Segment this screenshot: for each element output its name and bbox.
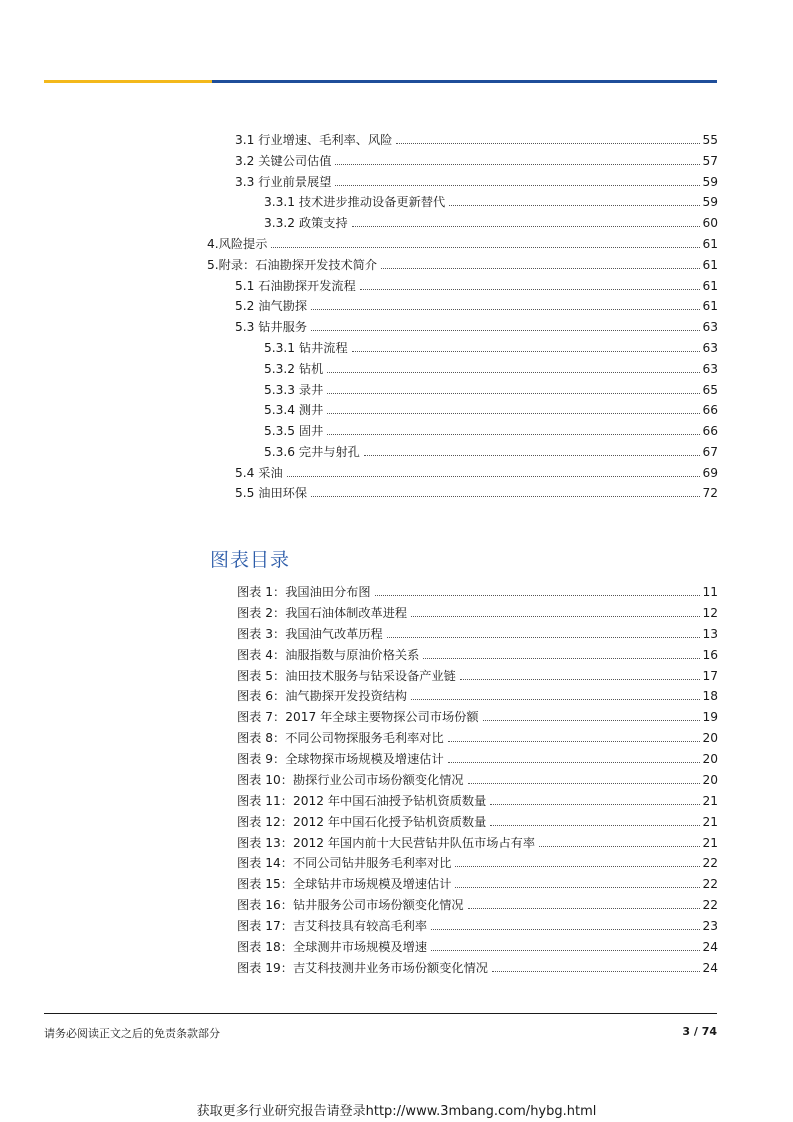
figure-entry[interactable]	[237, 914, 718, 934]
toc-entry[interactable]	[207, 232, 718, 252]
toc-entry[interactable]	[235, 294, 718, 314]
toc-leader-dots	[352, 225, 701, 227]
toc-leader-dots	[311, 329, 700, 331]
figure-entry[interactable]	[237, 726, 718, 746]
toc-leader-dots	[327, 371, 700, 373]
figure-entry[interactable]	[237, 956, 718, 976]
figure-leader-dots	[468, 907, 701, 909]
figure-leader-dots	[460, 678, 701, 680]
figure-leader-dots	[490, 803, 700, 805]
header-rule-blue	[212, 80, 717, 83]
toc-entry[interactable]	[264, 190, 718, 210]
figure-entry-page: 13	[702, 627, 718, 641]
download-promo-text[interactable]: 获取更多行业研究报告请登录http://www.3mbang.com/hybg.html	[196, 1104, 597, 1119]
toc-entry-label: 5.3.5 固井	[264, 424, 324, 438]
figure-leader-dots	[431, 928, 700, 930]
toc-entry-page: 63	[702, 320, 718, 334]
figure-entry-label: 图表 18：全球测井市场规模及增速	[237, 940, 428, 954]
toc-entry[interactable]	[264, 357, 718, 377]
toc-entry-page: 69	[702, 466, 718, 480]
toc-leader-dots	[381, 267, 700, 269]
toc-entry[interactable]	[264, 211, 718, 231]
toc-entry-label: 5.4 采油	[235, 466, 283, 480]
toc-entry-page: 65	[702, 383, 718, 397]
toc-entry[interactable]	[264, 419, 718, 439]
figure-entry-page: 23	[702, 919, 718, 933]
figure-entry-label: 图表 1：我国油田分布图	[237, 585, 371, 599]
toc-entry-page: 61	[702, 258, 718, 272]
figure-entry-page: 16	[702, 648, 718, 662]
toc-leader-dots	[449, 204, 700, 206]
toc-entry-label: 5.2 油气勘探	[235, 299, 308, 313]
figure-leader-dots	[483, 719, 701, 721]
figure-entry[interactable]	[237, 747, 718, 767]
toc-entry[interactable]	[264, 378, 718, 398]
toc-entry-label: 5.5 油田环保	[235, 486, 308, 500]
toc-entry-label: 4.风险提示	[207, 237, 268, 251]
toc-entry[interactable]	[264, 336, 718, 356]
figure-entry[interactable]	[237, 768, 718, 788]
figure-entry-label: 图表 19：吉艾科技测井业务市场份额变化情况	[237, 961, 488, 975]
header-rule-gold	[44, 80, 212, 83]
figure-entry-page: 21	[702, 815, 718, 829]
toc-entry[interactable]	[264, 398, 718, 418]
toc-leader-dots	[287, 475, 701, 477]
figure-leader-dots	[539, 845, 700, 847]
figure-entry-label: 图表 3：我国油气改革历程	[237, 627, 383, 641]
figure-leader-dots	[492, 970, 701, 972]
toc-entry[interactable]	[235, 149, 718, 169]
figure-leader-dots	[455, 886, 700, 888]
figure-entry[interactable]	[237, 872, 718, 892]
figure-entry[interactable]	[237, 580, 718, 600]
figure-entry-label: 图表 11：2012 年中国石油授予钻机资质数量	[237, 794, 487, 808]
figure-entry[interactable]	[237, 810, 718, 830]
toc-entry-page: 63	[702, 362, 718, 376]
toc-entry-page: 63	[702, 341, 718, 355]
figure-entry-label: 图表 16：钻井服务公司市场份额变化情况	[237, 898, 464, 912]
toc-entry-page: 57	[702, 154, 718, 168]
toc-entry-page: 66	[702, 403, 718, 417]
figure-entry-label: 图表 9：全球物探市场规模及增速估计	[237, 752, 444, 766]
figure-entry-label: 图表 15：全球钻井市场规模及增速估计	[237, 877, 452, 891]
figure-entry[interactable]	[237, 851, 718, 871]
toc-entry-label: 5.附录：石油勘探开发技术简介	[207, 258, 378, 272]
toc-entry-label: 5.3 钻井服务	[235, 320, 308, 334]
toc-entry[interactable]	[235, 170, 718, 190]
figure-entry-page: 18	[702, 689, 718, 703]
figure-leader-dots	[387, 636, 701, 638]
toc-entry-page: 61	[702, 237, 718, 251]
toc-leader-dots	[335, 184, 700, 186]
toc-entry[interactable]	[235, 461, 718, 481]
figure-entry[interactable]	[237, 705, 718, 725]
toc-leader-dots	[396, 142, 700, 144]
figure-entry-page: 22	[702, 856, 718, 870]
toc-entry-page: 61	[702, 299, 718, 313]
toc-entry-page: 61	[702, 279, 718, 293]
toc-leader-dots	[352, 350, 701, 352]
figure-entry-page: 17	[702, 669, 718, 683]
figure-entry[interactable]	[237, 601, 718, 621]
toc-entry-page: 67	[702, 445, 718, 459]
figure-entry-label: 图表 12：2012 年中国石化授予钻机资质数量	[237, 815, 487, 829]
toc-entry-label: 3.3.1 技术进步推动设备更新替代	[264, 195, 446, 209]
figure-entry-label: 图表 4：油服指数与原油价格关系	[237, 648, 420, 662]
toc-entry-label: 5.1 石油勘探开发流程	[235, 279, 356, 293]
toc-entry[interactable]	[207, 253, 718, 273]
figure-leader-dots	[375, 594, 701, 596]
figure-entry-label: 图表 5：油田技术服务与钻采设备产业链	[237, 669, 456, 683]
toc-entry-label: 5.3.1 钻井流程	[264, 341, 348, 355]
figure-leader-dots	[448, 740, 701, 742]
toc-entry-label: 5.3.2 钻机	[264, 362, 324, 376]
figure-entry[interactable]	[237, 622, 718, 642]
toc-entry-page: 72	[702, 486, 718, 500]
toc-entry-page: 60	[702, 216, 718, 230]
toc-leader-dots	[311, 495, 700, 497]
figure-entry-page: 20	[702, 731, 718, 745]
figure-entry-label: 图表 2：我国石油体制改革进程	[237, 606, 408, 620]
toc-leader-dots	[327, 392, 700, 394]
figure-entry-page: 11	[702, 585, 718, 599]
figure-leader-dots	[455, 865, 700, 867]
toc-leader-dots	[335, 163, 700, 165]
figure-entry-label: 图表 14：不同公司钻井服务毛利率对比	[237, 856, 452, 870]
toc-leader-dots	[271, 246, 700, 248]
figure-entry[interactable]	[237, 935, 718, 955]
figure-entry-page: 12	[702, 606, 718, 620]
footer-disclaimer: 请务必阅读正文之后的免责条款部分	[44, 1027, 220, 1040]
figure-entry-label: 图表 10：勘探行业公司市场份额变化情况	[237, 773, 464, 787]
toc-entry-label: 3.2 关键公司估值	[235, 154, 332, 168]
toc-entry-page: 55	[702, 133, 718, 147]
toc-entry[interactable]	[235, 315, 718, 335]
figure-leader-dots	[423, 657, 700, 659]
footer-rule	[44, 1013, 717, 1014]
toc-entry-page: 66	[702, 424, 718, 438]
toc-leader-dots	[364, 454, 701, 456]
figure-leader-dots	[411, 698, 700, 700]
figure-entry[interactable]	[237, 893, 718, 913]
toc-entry[interactable]	[235, 128, 718, 148]
figure-leader-dots	[490, 824, 700, 826]
figure-entry-label: 图表 6：油气勘探开发投资结构	[237, 689, 408, 703]
toc-entry-page: 59	[702, 175, 718, 189]
figure-entry[interactable]	[237, 831, 718, 851]
figure-entry-page: 20	[702, 752, 718, 766]
figure-entry[interactable]	[237, 789, 718, 809]
toc-entry-label: 5.3.3 录井	[264, 383, 324, 397]
figure-entry-label: 图表 17：吉艾科技具有较高毛利率	[237, 919, 428, 933]
figure-leader-dots	[468, 782, 701, 784]
toc-entry-label: 5.3.4 测井	[264, 403, 324, 417]
figure-entry-label: 图表 8：不同公司物探服务毛利率对比	[237, 731, 444, 745]
figure-entry-page: 21	[702, 794, 718, 808]
figure-leader-dots	[448, 761, 701, 763]
toc-leader-dots	[360, 288, 701, 290]
figure-entry-label: 图表 7：2017 年全球主要物探公司市场份额	[237, 710, 479, 724]
figure-entry-page: 20	[702, 773, 718, 787]
toc-entry-label: 3.1 行业增速、毛利率、风险	[235, 133, 393, 147]
figure-leader-dots	[411, 615, 700, 617]
figure-entry-page: 22	[702, 898, 718, 912]
figure-entry-page: 24	[702, 940, 718, 954]
figure-entry-label: 图表 13：2012 年国内前十大民营钻井队伍市场占有率	[237, 836, 536, 850]
figure-entry[interactable]	[237, 684, 718, 704]
toc-entry-label: 5.3.6 完井与射孔	[264, 445, 360, 459]
figure-entry-page: 22	[702, 877, 718, 891]
figure-entry[interactable]	[237, 664, 718, 684]
figure-entry-page: 24	[702, 961, 718, 975]
toc-entry-label: 3.3.2 政策支持	[264, 216, 348, 230]
toc-entry-page: 59	[702, 195, 718, 209]
figure-leader-dots	[431, 949, 700, 951]
toc-entry[interactable]	[264, 440, 718, 460]
toc-entry[interactable]	[235, 274, 718, 294]
figure-entry-page: 21	[702, 836, 718, 850]
toc-leader-dots	[311, 308, 700, 310]
toc-leader-dots	[327, 412, 700, 414]
figures-section-title: 图表目录	[210, 549, 291, 571]
figure-entry[interactable]	[237, 643, 718, 663]
toc-leader-dots	[327, 433, 700, 435]
footer-page-number: 3 / 74	[682, 1025, 717, 1038]
toc-entry-label: 3.3 行业前景展望	[235, 175, 332, 189]
toc-entry[interactable]	[235, 481, 718, 501]
figure-entry-page: 19	[702, 710, 718, 724]
